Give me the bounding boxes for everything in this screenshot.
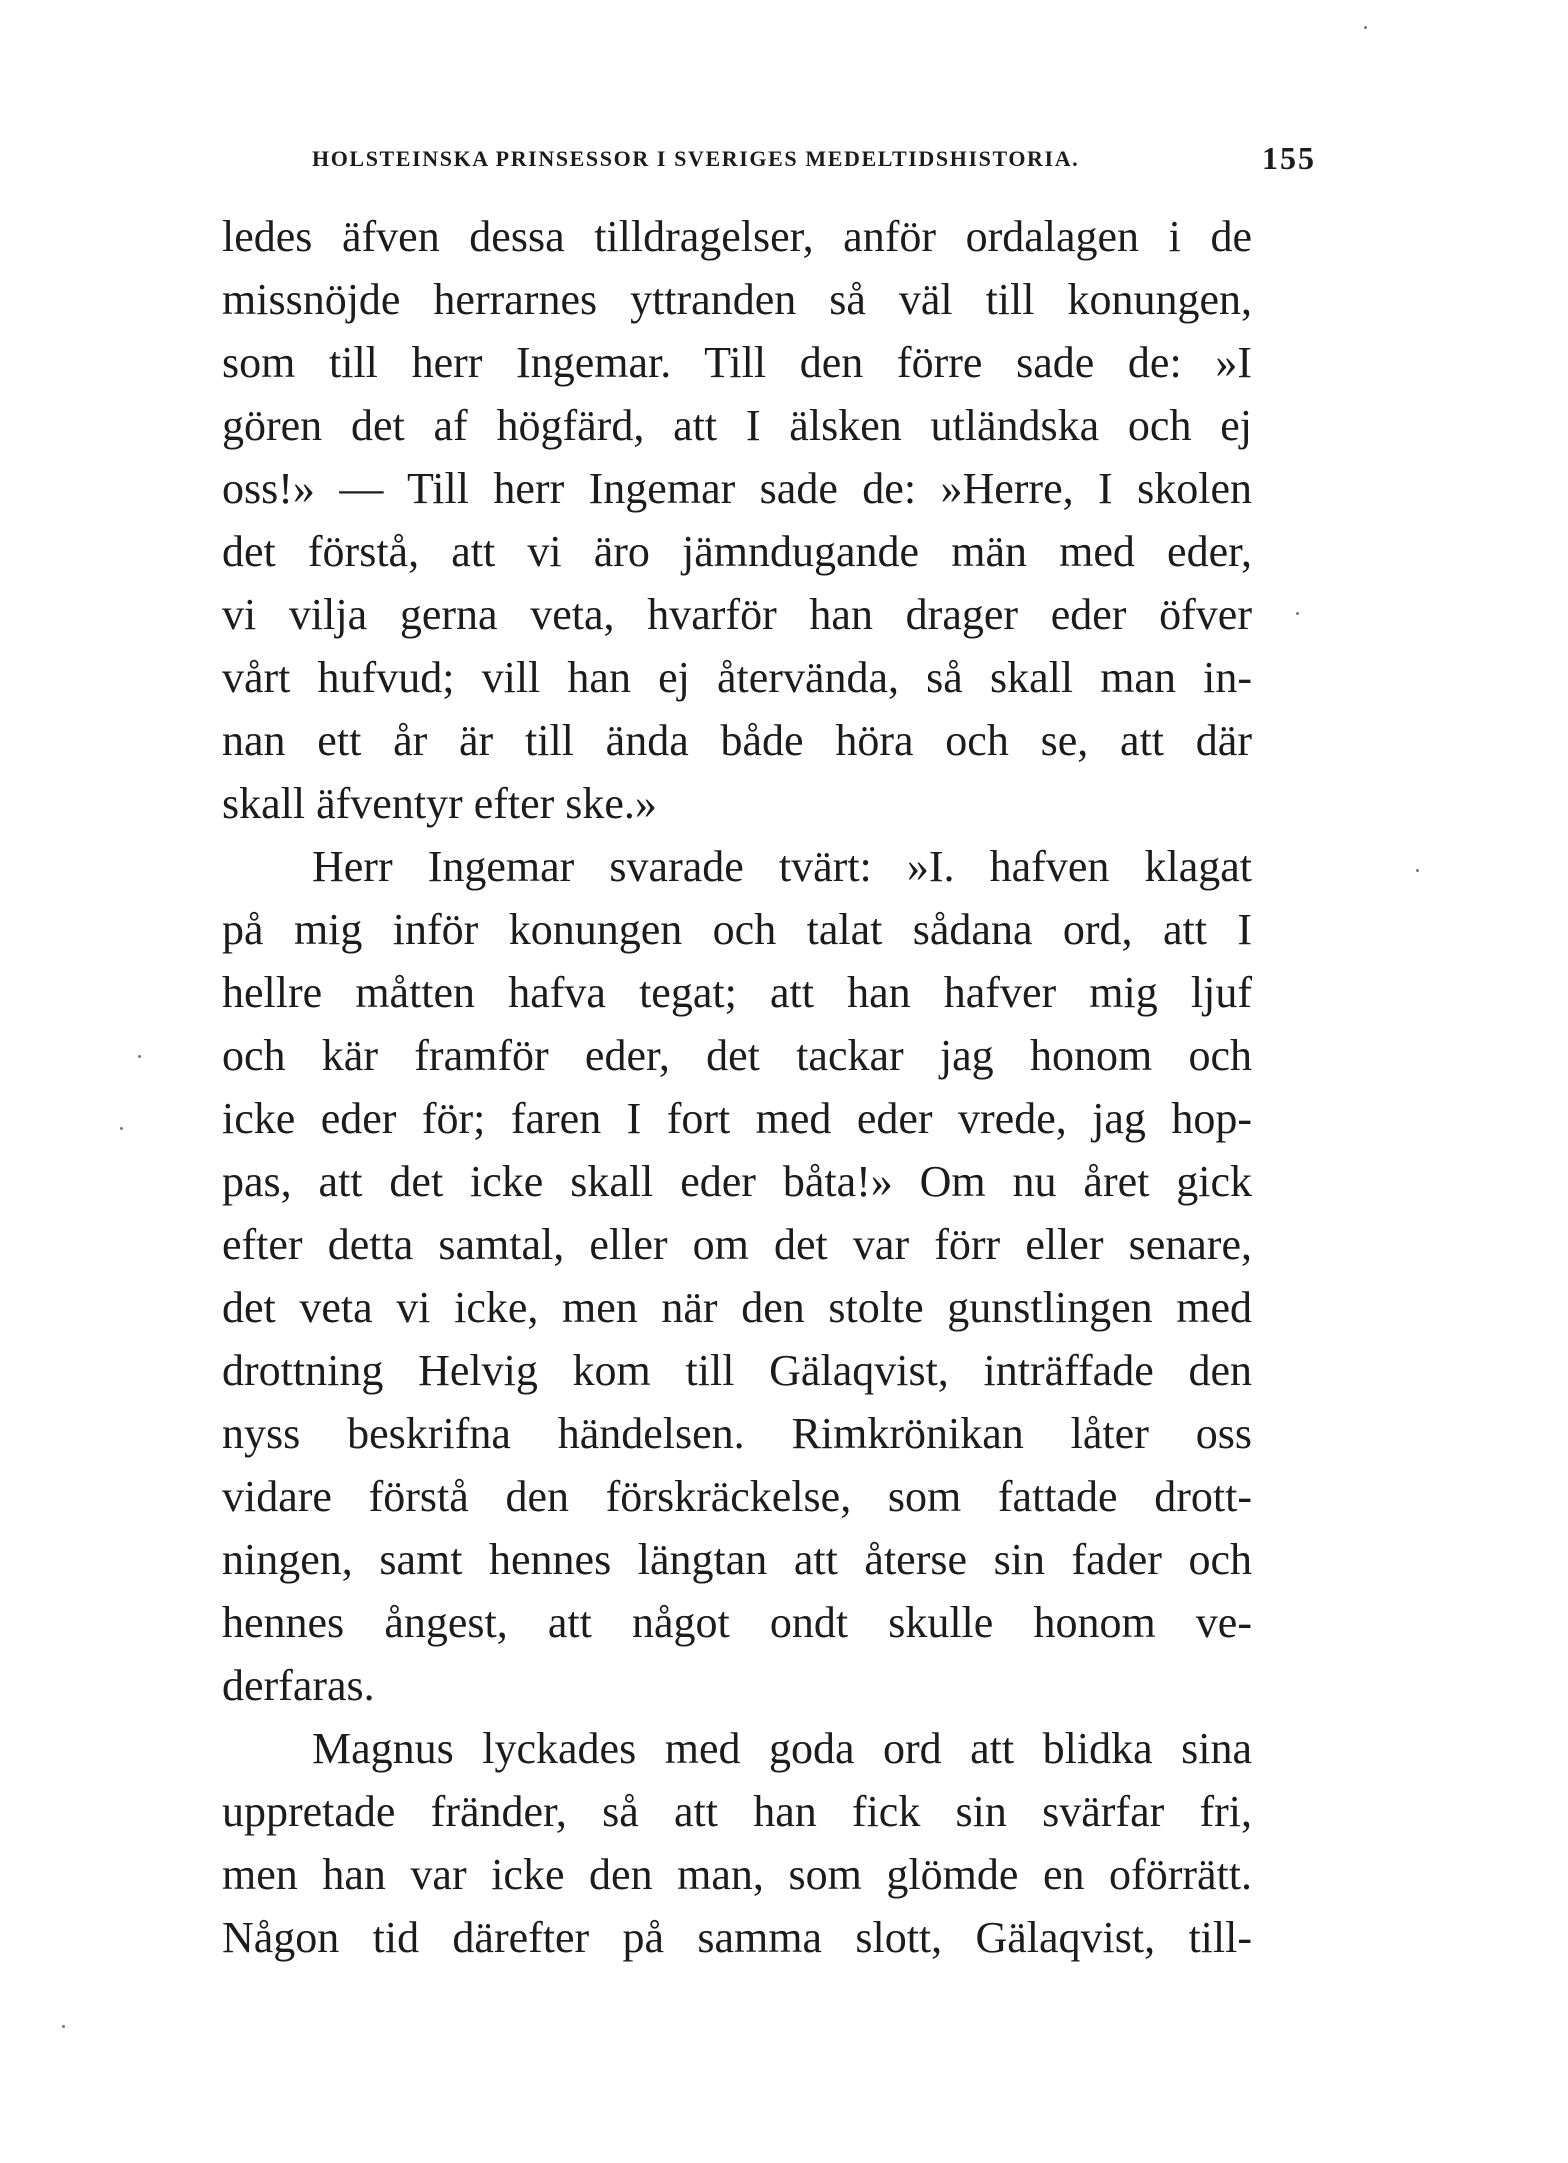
text-line: nan ett år är till ända både höra och se, att där xyxy=(222,716,1252,765)
text-line: skall äfventyr efter ske.» xyxy=(222,779,657,828)
text-line: gören det af högfärd, att I älsken utländska och ej xyxy=(222,401,1252,450)
paper-speck xyxy=(1416,869,1419,872)
paper-speck xyxy=(120,1127,123,1130)
text-line: ningen, samt hennes längtan att återse sin fader och xyxy=(222,1535,1252,1584)
paper-speck xyxy=(138,1055,141,1058)
text-line: nyss beskrifna händelsen. Rimkrönikan låter oss xyxy=(222,1409,1252,1458)
text-line: pas, att det icke skall eder båta!» Om nu året gick xyxy=(222,1157,1252,1206)
text-line: efter detta samtal, eller om det var förr eller senare, xyxy=(222,1220,1252,1269)
page-number: 155 xyxy=(1262,140,1316,176)
text-line: som till herr Ingemar. Till den förre sade de: »I xyxy=(222,338,1252,387)
text-line: men han var icke den man, som glömde en oförrätt. xyxy=(222,1850,1252,1899)
running-title: HOLSTEINSKA PRINSESSOR I SVERIGES MEDELTIDSHISTORIA. xyxy=(312,146,1080,171)
text-line: det veta vi icke, men när den stolte gunstlingen med xyxy=(222,1283,1252,1332)
text-line: det förstå, att vi äro jämndugande män med eder, xyxy=(222,527,1252,576)
text-line: derfaras. xyxy=(222,1661,375,1710)
text-line: hellre måtten hafva tegat; att han hafver mig ljuf xyxy=(222,968,1252,1017)
text-line: Magnus lyckades med goda ord att blidka sina xyxy=(312,1724,1252,1773)
text-line: vårt hufvud; vill han ej återvända, så skall man in- xyxy=(222,653,1252,702)
text-line: uppretade fränder, så att han fick sin svärfar fri, xyxy=(222,1787,1252,1836)
paper-speck xyxy=(1364,26,1367,29)
text-line: Någon tid därefter på samma slott, Gälaqvist, till- xyxy=(222,1913,1252,1962)
text-line: missnöjde herrarnes yttranden så väl till konungen, xyxy=(222,275,1252,324)
text-line: ledes äfven dessa tilldragelser, anför ordalagen i de xyxy=(222,212,1252,261)
text-line: Herr Ingemar svarade tvärt: »I. hafven klagat xyxy=(312,842,1252,891)
paper-speck xyxy=(1296,612,1299,615)
text-line: och kär framför eder, det tackar jag honom och xyxy=(222,1031,1252,1080)
running-head xyxy=(312,140,1316,180)
text-line: vi vilja gerna veta, hvarför han drager eder öfver xyxy=(222,590,1252,639)
text-line: oss!» — Till herr Ingemar sade de: »Herre, I skolen xyxy=(222,464,1252,513)
paper-speck xyxy=(62,2025,65,2028)
text-line: icke eder för; faren I fort med eder vrede, jag hop- xyxy=(222,1094,1252,1143)
text-line: vidare förstå den förskräckelse, som fattade drott- xyxy=(222,1472,1252,1521)
text-line: hennes ångest, att något ondt skulle honom ve- xyxy=(222,1598,1252,1647)
text-line: på mig inför konungen och talat sådana ord, att I xyxy=(222,905,1252,954)
text-line: drottning Helvig kom till Gälaqvist, inträffade den xyxy=(222,1346,1252,1395)
